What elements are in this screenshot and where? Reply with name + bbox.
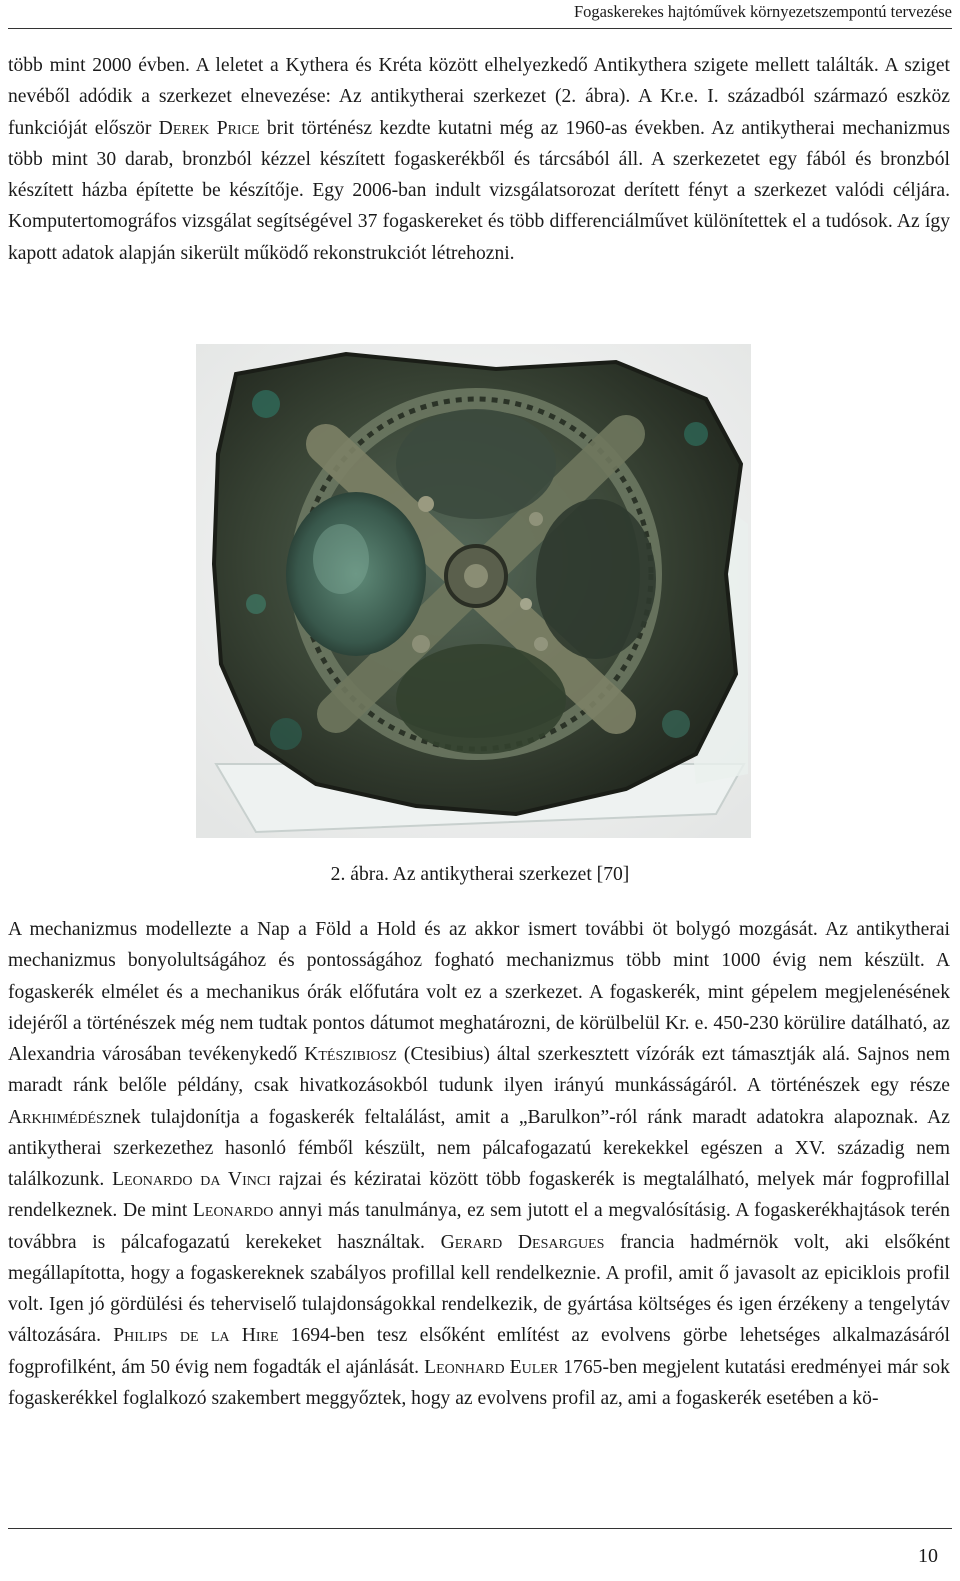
paragraph-1 [8,50,950,269]
page-number: 10 [918,1545,938,1567]
person-name: Ktészibiosz [304,1044,397,1065]
paragraph-2 [8,914,950,1414]
person-name: Philips de la Hire [113,1325,279,1347]
paragraph-2-text: annyi más tanulmánya, ez sem jutott el a megvalósításig. A fogaskerékhajtások terén továbbra is pálcafogazatú kerekeket használtak. [8,1200,950,1253]
paragraph-2-text: nek tulajdonítja a fogaskerék feltalálást, amit a „Barulkon”-ról ránk maradt adatokra alapoznak. Az antikytherai szerkezethez hasonló fémből készült, nem pálcafogazatú kerekekkel egészen a XV. századig nem találkozunk. [8,1106,950,1190]
person-name: Leonhard Euler [424,1356,559,1378]
paragraph-1-text: brit történész kezdte kutatni még az 1960-as években. Az antikytherai mechanizmus több mint 30 darab, bronzból kézzel készített fogaskerékből és tárcsából áll. A szerkezetet egy fából és bronzból készített házba építette be készítője. Egy 2006-ban indult vizsgálatsorozat derített fényt a szerkezet valódi céljára. Komputertomográfos vizsgálat segítségével 37 fogaskereket és több differenciálművet különítettek el a tudósok. Az így kapott adatok alapján sikerült működő rekonstrukciót létrehozni. [8,117,950,264]
paragraph-2-text: (Ctesibius) által szerkesztett vízórák ezt támasztják alá. Sajnos nem maradt ránk belőle példány, csak hivatkozásokból tudunk ilyen irányú munkásságáról. A történészek egy része [8,1044,950,1097]
figure-antikythera-mechanism-photo [196,344,751,838]
paragraph-1-text: több mint 2000 évben. A leletet a Kythera és Kréta között elhelyezkedő Antikythera szigete mellett találták. A sziget nevéből adódik a szerkezet elnevezése: Az antikytherai szerkezet (2. ábra). A Kr.e. I. századból származó eszköz funkcióját először [8,55,950,139]
paragraph-2-text: francia hadmérnök volt, aki elsőként megállapította, hogy a fogaskereknek szabályos profillal kell rendelkeznie. A profil, amit ő javasolt az epiciklois profil volt. Igen jó gördülési és teherviselő tulajdonságokkal rendelkezik, de gyártása költséges és igen érzékeny a tengelytáv változására. [8,1231,951,1347]
person-name: Derek Price [158,117,260,139]
header-title: Fogaskerekes hajtóművek környezetszempontú tervezése [574,2,952,21]
paragraph-2-text: A mechanizmus modellezte a Nap a Föld a Hold és az akkor ismert további öt bolygó mozgását. Az antikytherai mechanizmus bonyolultságához és pontosságához fogható mechanizmus több mint 1000 évig nem készült. A fogaskerék elmélet és a mechanikus órák előfutára volt ez a szerkezet. A fogaskerék, mint gépelem megjelenésének idejéről a történészek még nem tudtak pontos dátumot meghatározni, de körülbelül Kr. e. 450-230 körülire datálható, az Alexandria városában tevékenykedő [8,919,950,1065]
figure-caption: 2. ábra. Az antikytherai szerkezet [70] [330,864,630,885]
paragraph-2-text: 1694-ben tesz elsőként említést az evolvens görbe lehetséges alkalmazásáról fogprofilként, ám 50 évig nem fogadták el ajánlását. [8,1325,950,1378]
running-header [8,0,952,29]
person-name: Gerard Desargues [440,1231,605,1253]
antikythera-mechanism-image [196,344,751,838]
footer-rule [8,1528,952,1529]
paragraph-2-text: 1765-ben megjelent kutatási eredményei már sok fogaskerékkel foglalkozó szakembert meggyőztek, hogy az evolvens profil az, ami a fogaskerék esetében a kö- [8,1356,950,1409]
person-name: Leonardo [192,1200,274,1222]
person-name: Leonardo da Vinci [112,1169,271,1190]
paragraph-2-text: rajzai és kéziratai között több fogaskerék is megtalálható, melyek már fogprofillal rendelkeznek. De mint [8,1169,951,1222]
person-name: Arkhimédész [8,1106,113,1128]
